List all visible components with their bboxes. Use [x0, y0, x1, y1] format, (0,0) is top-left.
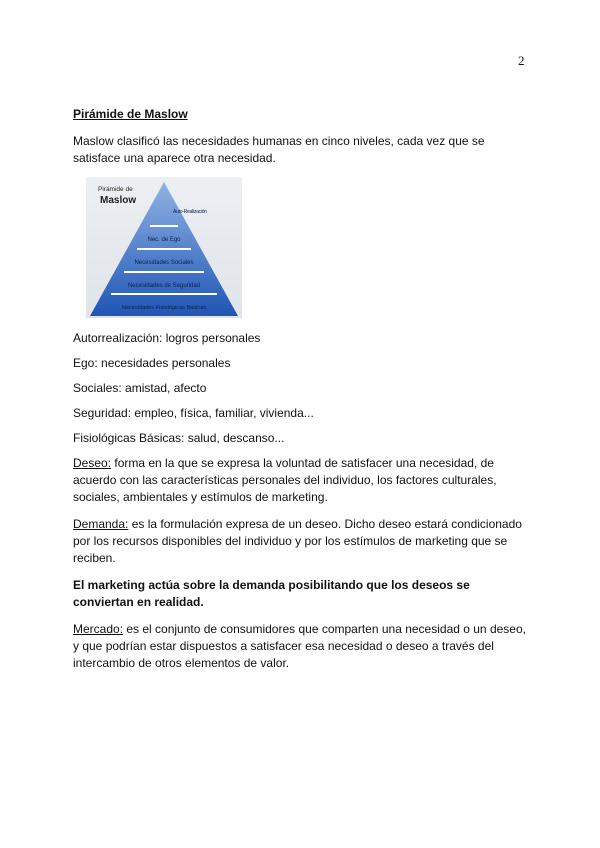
demanda-term: Demanda:	[73, 517, 129, 531]
deseo-paragraph	[73, 455, 533, 506]
list-item: Sociales: amistad, afecto	[73, 381, 207, 395]
list-item: Ego: necesidades personales	[73, 356, 231, 370]
pyramid-svg	[86, 177, 242, 318]
pyramid-title-2: Maslow	[100, 195, 137, 206]
pyramid-level-3: Necesidades Sociales	[134, 260, 194, 266]
demanda-paragraph	[73, 516, 533, 567]
intro-paragraph: Maslow clasificó las necesidades humanas en cinco niveles, cada vez que se satisface una aparece otra necesidad.	[73, 134, 485, 165]
section-heading: Pirámide de Maslow	[73, 107, 188, 121]
deseo-term: Deseo:	[73, 456, 112, 470]
marketing-statement: El marketing actúa sobre la demanda posibilitando que los deseos se conviertan en realidad.	[73, 578, 470, 609]
mercado-text: es el conjunto de consumidores que comparten una necesidad o un deseo, y que podrían estar dispuestos a satisfacer esa necesidad o deseo a través del intercambio de otros elementos de valor.	[73, 622, 526, 670]
document-body	[73, 106, 533, 682]
maslow-pyramid-image	[86, 177, 242, 318]
page-number: 2	[518, 53, 525, 68]
pyramid-level-4: Necesidades de Seguridad	[127, 283, 201, 289]
demanda-text: es la formulación expresa de un deseo. Dicho deseo estará condicionado por los recursos disponibles del individuo y por los estímulos de marketing que se reciben.	[73, 517, 522, 565]
mercado-term: Mercado:	[73, 622, 124, 636]
pyramid-title-1: Pirámide de	[98, 186, 133, 193]
deseo-text: forma en la que se expresa la voluntad de satisfacer una necesidad, de acuerdo con las características personales del individuo, los factores culturales, sociales, ambientales y estímulos de marketing.	[73, 456, 497, 504]
list-item: Fisiológicas Básicas: salud, descanso...	[73, 431, 285, 445]
pyramid-level-1: Auto-Realización	[173, 209, 207, 215]
list-item: Autorrealización: logros personales	[73, 331, 261, 345]
pyramid-level-5: Necesidades Fisiológicas Básicas	[121, 305, 207, 311]
mercado-paragraph	[73, 621, 533, 672]
pyramid-level-2: Nec. de Ego	[147, 237, 181, 243]
list-item: Seguridad: empleo, física, familiar, vivienda...	[73, 406, 314, 420]
